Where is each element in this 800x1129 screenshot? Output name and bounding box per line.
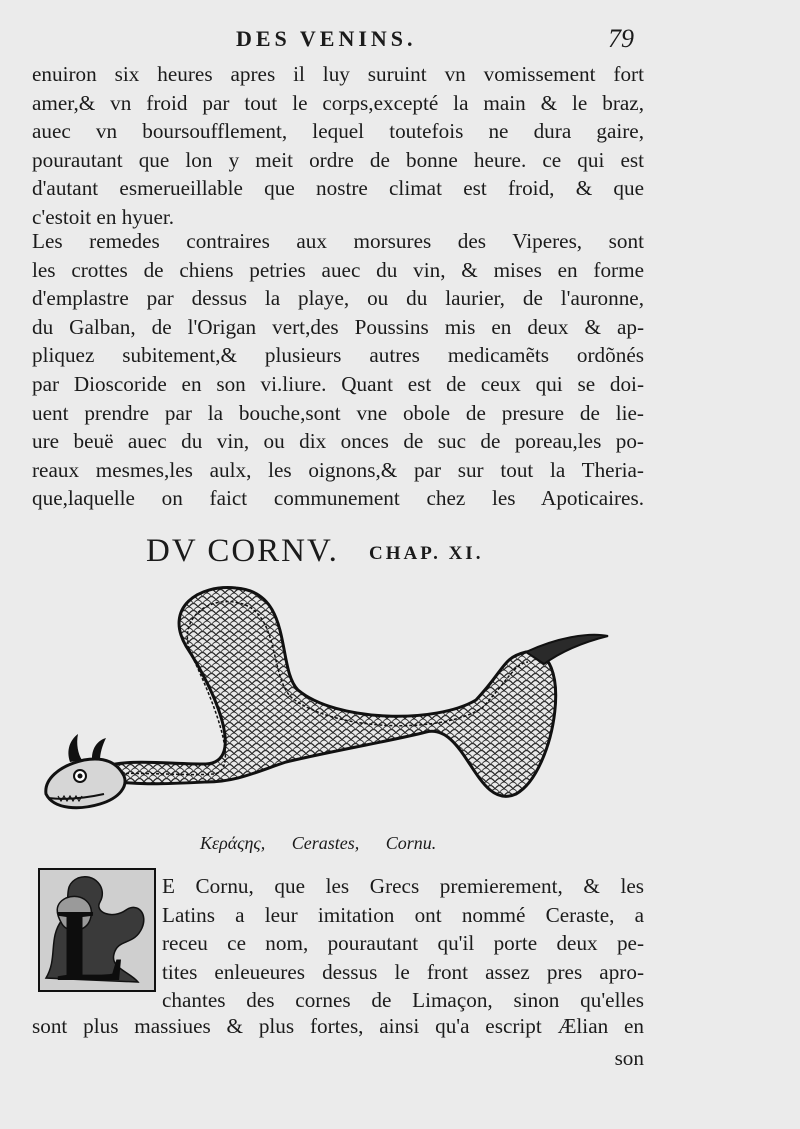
- text-line: reaux mesmes,les aulx, les oignons,& par sur tout la Theria-: [32, 457, 644, 482]
- page-number: 79: [608, 24, 634, 53]
- text-line: tites enleueures dessus le front assez pres apro-: [162, 959, 644, 984]
- text-line: d'autant esmerueillable que nostre climat est froid, & que: [32, 176, 644, 201]
- text-line: chantes des cornes de Limaçon, sinon qu'elles: [162, 988, 644, 1013]
- initial-letter: L: [56, 888, 126, 992]
- text-line: que,laquelle on faict communement chez les Apoticaires.: [32, 486, 644, 511]
- chapter-title: DV CORNV.: [146, 533, 339, 569]
- paragraph-3-full-line: [32, 1012, 644, 1041]
- text-line: pliquez subitement,& plusieurs autres medicamẽts ordõnés: [32, 343, 644, 368]
- paragraph-3-indented: [162, 872, 644, 1015]
- catchword-line: [32, 1044, 644, 1073]
- serpent-tail: [526, 635, 608, 664]
- text-line: les crottes de chiens petries auec du vin, & mises en forme: [32, 257, 644, 282]
- running-head: DES VENINS.: [236, 26, 417, 51]
- text-line: c'estoit en hyuer.: [32, 204, 175, 229]
- text-line: amer,& vn froid par tout le corps,excepté la main & le braz,: [32, 90, 644, 115]
- text-line: Latins a leur imitation ont nommé Ceraste, a: [162, 902, 644, 927]
- figure-caption: [200, 833, 540, 854]
- text-line: enuiron six heures apres il luy suruint vn vomissement fort: [32, 62, 644, 86]
- caption-french: Cornu.: [385, 833, 437, 853]
- text-line: auec vn boursoufflement, lequel toutefois ne dura gaire,: [32, 119, 644, 144]
- decorated-initial-L: [38, 868, 156, 992]
- text-line: E Cornu, que les Grecs premierement, & les: [162, 874, 644, 898]
- serpent-body: [98, 588, 556, 797]
- paragraph-2: [32, 227, 644, 513]
- cerastes-serpent-woodcut: [36, 572, 636, 834]
- text-line: sont plus massiues & plus fortes, ainsi qu'a escript Ælian en: [32, 1014, 644, 1038]
- text-line: receu ce nom, pourautant qu'il porte deux pe-: [162, 931, 644, 956]
- text-line: Les remedes contraires aux morsures des Viperes, sont: [32, 229, 644, 253]
- horn-icon: [68, 734, 82, 762]
- chapter-label: CHAP. XI.: [369, 543, 484, 564]
- text-line: par Dioscoride en son vi.liure. Quant est de ceux qui se doi-: [32, 371, 644, 396]
- text-line: d'emplastre par dessus la playe, ou du laurier, de l'auronne,: [32, 286, 644, 311]
- text-line: uent prendre par la bouche,sont vne obole de presure de lie-: [32, 400, 644, 425]
- serpent-head: [46, 759, 125, 808]
- page-header: [0, 26, 800, 56]
- text-line: pourautant que lon y meit ordre de bonne heure. ce qui est: [32, 147, 644, 172]
- horn-icon: [92, 738, 106, 760]
- paragraph-1: [32, 60, 644, 232]
- catchword: son: [614, 1046, 644, 1070]
- text-line: ure beuë auec du vin, ou dix onces de suc de poreau,les po-: [32, 429, 644, 454]
- caption-latin: Cerastes,: [291, 833, 360, 853]
- text-line: du Galban, de l'Origan vert,des Poussins mis en deux & ap-: [32, 314, 644, 339]
- caption-greek: Κεράςης,: [200, 833, 266, 853]
